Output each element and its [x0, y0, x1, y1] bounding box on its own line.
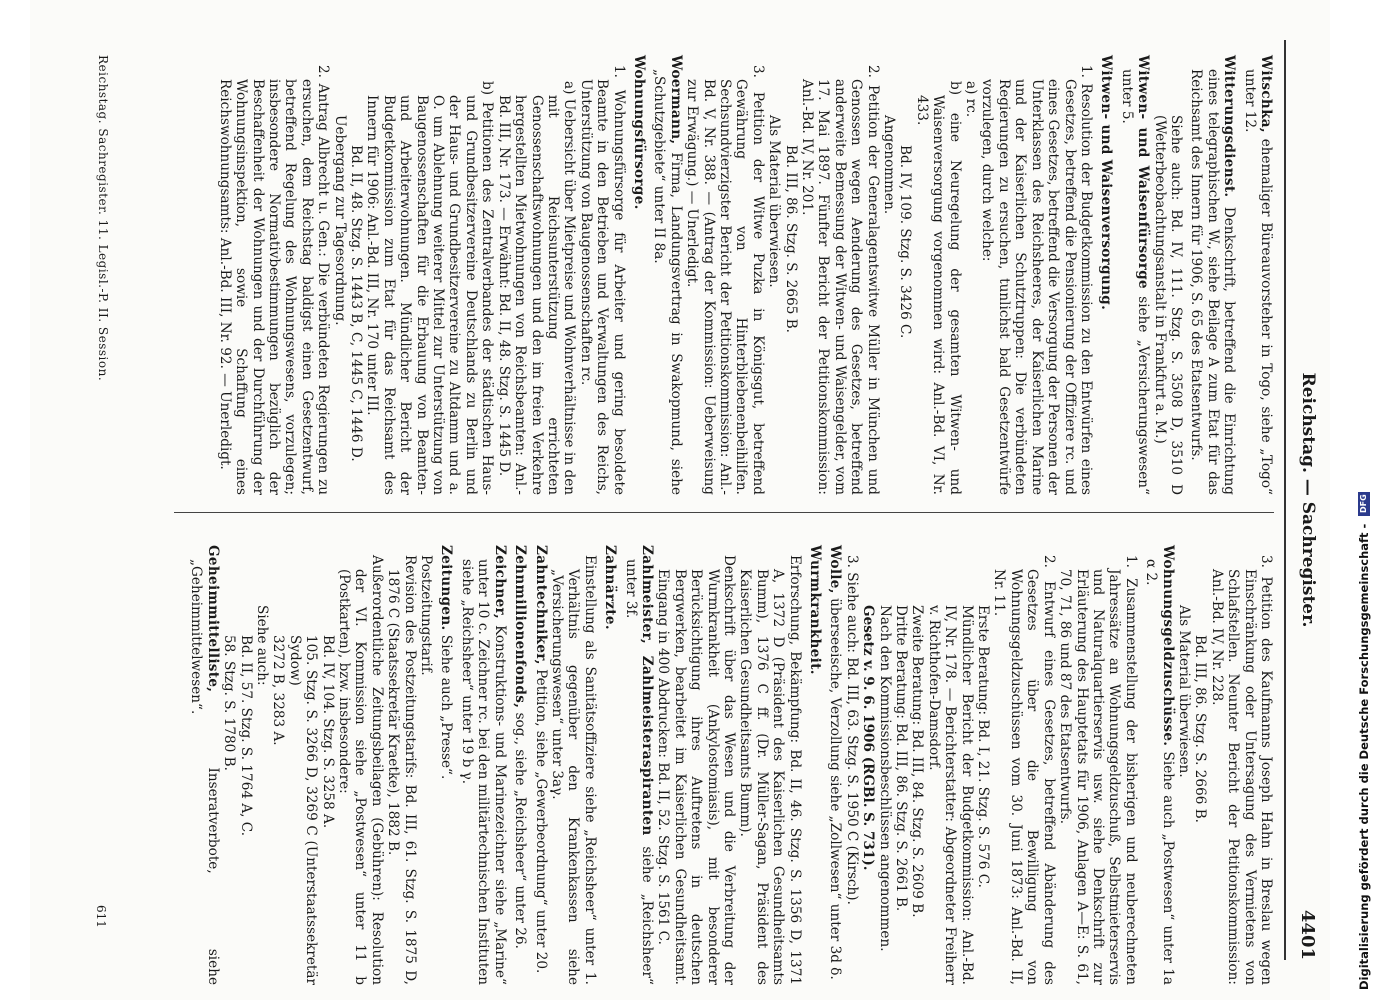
headword: Zahnärzte. — [602, 545, 619, 630]
sub-entry: a) Uebersicht über Mietpreise und Wohnverhältnisse in den mit Reichsunterstützung errichteten Genossenschaftswohnungen und den im freien Verkehre hergestellten Mietwohnungen von Reichsbeamten: Anl.-Bd. III, Nr. 173. — Erwähnt: Bd. II, 48. Stzg. S. 1445 D. — [495, 81, 578, 495]
decision: Als Material überwiesen. — [766, 115, 783, 288]
entry-text: Inseratverbote, siehe „Geheimmittelwesen“. — [188, 559, 221, 985]
sub-entry: Erforschung, Bekämpfung: Bd. II, 46. Stzg. S. 1356 D, 1371 A, 1372 D (Präsident des Kaiserlichen Gesundheitsamts Bumm), 1376 C ff. (Dr. Müller-Sagan, Präsident des Kaiserlichen Gesundheitsamts Bumm). — [737, 555, 803, 985]
reference: Dritte Beratung: Bd. III, 86. Stzg. S. 2661 B. — [893, 605, 910, 912]
headword: Zehnmillionenfonds, — [512, 545, 529, 709]
entry-text: überseeische, Verzollung siehe „Zollwesen“ unter 3d δ. — [827, 598, 844, 980]
entry-text: Konstruktions- und Marinezeichner siehe „Marine“ unter 10 c. Zeichner rc. bei den militärtechnischen Instituten siehe „Reichsheer“ unter 19 b γ. — [458, 559, 508, 985]
entry-wolle — [827, 545, 843, 985]
dfg-logo: DFG — [1358, 492, 1370, 516]
entry-zeitungen — [438, 545, 454, 985]
left-column — [216, 55, 1274, 495]
sub-entry: b) Petitionen des Zentralverbandes der städtischen Haus- und Grundbesitzervereine Deutschlands zu Berlin und der Haus- und Grundbesitzervereine zu Altdamm und a. O. um Ablehnung weiterer Mittel zur Unterstützung von Baugenossenschaften für die Erbauung von Beamten- und Arbeiterwohnungen. Mündlicher Bericht der Budgetkommission zum Etat für das Reichsamt des Innern für 1906: Anl.-Bd. III, Nr. 170 unter III. — [364, 81, 496, 495]
sub-entry: 3. Siehe auch: Bd. III, 63. Stzg. S. 1950 C (Kirsch). — [843, 555, 860, 905]
sub-entry: 1. Wohnungsfürsorge für Arbeiter und gering besoldete Beamte in den Betrieben und Verwaltungen des Reichs, Unterstützung von Baugenossenschaften rc. — [577, 65, 627, 495]
headword: Zeichner, — [491, 545, 508, 620]
decision: Als Material überwiesen. — [1175, 605, 1192, 778]
reference: 3272 B, 3283 A. — [270, 635, 287, 746]
reference: 105. Stzg. S. 3266 D, 3269 C (Unterstaatssekretär Sydow) — [286, 635, 320, 985]
sub-entry: 3. Petition der Witwe Puzka in Königsgut, betreffend Gewährung von Hinterbliebenenbeihilfen. Sechsundvierzigster Bericht der Petitionskommission: Anl.-Bd. V, Nr. 388. — (Antrag der Kommission: Ueberweisung zur Erwägung.) — Unerledigt. — [684, 65, 766, 495]
entry-wohnungsgeldzuschuesse — [1143, 545, 1176, 985]
entry-geheimmittelliste — [188, 545, 221, 985]
entry-text: Denkschrift, betreffend die Einrichtung eines telegraphischen W., siehe Beilage A zum Etat für das Reichsamt des Innern für 1906, S. 65 des Etatsentwurfs. — [1188, 69, 1238, 495]
entry-witwen-versorgung — [1098, 55, 1114, 495]
law-reference: Gesetz v. 9. 6. 1906 (RGBl. S. 731). — [860, 605, 877, 871]
credit-text: Digitalisierung gefördert durch die Deutsche Forschungsgemeinschaft - — [1357, 523, 1371, 990]
entry-text: ehemaliger Büreauvorsteher in Togo, siehe „Togo“ unter 12. — [1241, 69, 1274, 496]
footer-signature: Reichstag. Sachregister. 11. Legisl.-P. II. Session. — [96, 55, 110, 382]
sub-entry: 1. Zusammenstellung der bisherigen und neuberechneten Jahressätze an Wohnungsgeldzuschuß, Selbstmieterservis und Naturalquartierservis usw. siehe Denkschrift zur Erläuterung des Hauptetats für 1906, Anlagen A—E: S. 61, 70, 71, 86 und 87 des Etatsentwurfs. — [1057, 555, 1139, 985]
entry-text: Siehe auch: Bd. IV, 111. Stzg. S. 3508 D, 3510 D (Wetterbeobachtungsanstalt in Frankfurt a. M.) — [1151, 115, 1184, 495]
reference: 58. Stzg. S. 1780 B. — [221, 635, 238, 771]
headword: Witschka, — [1258, 55, 1274, 133]
scanned-page — [30, 0, 1330, 1000]
entry-wohnungsfuersorge — [631, 55, 647, 495]
headword: Wohnungsfürsorge. — [630, 55, 647, 210]
page-header — [1294, 40, 1318, 960]
decision: Uebergang zur Tagesordnung. — [331, 115, 348, 326]
digitization-credit — [1352, 0, 1376, 990]
headword: Wurmkrankheit. — [807, 545, 824, 675]
headword: Geheimmittelliste, — [204, 545, 221, 693]
entry-witschka — [1241, 55, 1274, 495]
right-column — [184, 545, 1274, 985]
entry-text: sog., siehe „Reichsheer“ unter 26. — [512, 712, 529, 949]
entry-zehnmillionenfonds — [512, 545, 528, 985]
reference: Bd. IV, 109. Stzg. S. 3426 C. — [897, 145, 914, 339]
headword: Zahntechniker, — [532, 545, 549, 665]
sub-entry: Außerordentliche Zeitungsbeilagen (Gebühren): Resolution der VI. Kommission siehe „Postwesen“ unter 11 b (Postkarten), bzw. insbesondere: — [336, 555, 385, 985]
headword: Wohnungsgeldzuschüsse. — [1159, 545, 1176, 747]
reference: Bd. III, 86. Stzg. S. 2665 B. — [782, 145, 799, 334]
headword: Wolle, — [827, 545, 844, 594]
headword: Zeitungen. — [438, 545, 455, 631]
entry-zahnaerzte — [602, 545, 618, 985]
reference: Zweite Beratung: Bd. III, 84. Stzg. S. 2609 B. — [909, 605, 926, 918]
sub-entry: a) rc. — [963, 81, 980, 118]
sub-entry: 3. Petition des Kaufmanns Joseph Hahn in Breslau wegen Einschränkung oder Untersagung des Vermietens von Schlafstellen. Neunter Bericht der Petitionskommission: Anl.-Bd. IV, Nr. 228. — [1208, 555, 1274, 985]
entry-text: Firma, Landungsvertrag in Swakopmund, siehe „Schutzgebiete“ unter II 8a. — [651, 69, 684, 496]
see-also: Siehe auch: — [254, 605, 271, 686]
sub-entry: Revision des Postzeitungstarifs: Bd. III, 61. Stzg. S. 1875 D, 1876 C (Staatssekretär Kraetke), 1882 B. — [385, 555, 418, 985]
entry-text: Petition, siehe „Gewerbeordnung“ unter 20. — [532, 669, 549, 974]
entry-text: siehe „Reichsheer“ unter 3f. — [622, 559, 655, 985]
sub-entry: 2. Petition der Generalagentswitwe Müller in München und Genossen wegen Aenderung des Gesetzes, betreffend anderweite Bemessung der Witwen- und Waisengelder, vom 17. Mai 1897. Fünfter Bericht der Petitionskommission: Anl.-Bd. IV, Nr. 201. — [799, 65, 881, 495]
reference: Bd. II, 48. Stzg. S. 1443 B, C, 1445 C, 1446 D. — [348, 145, 365, 462]
sub-entry: 2. Antrag Albrecht u. Gen.: Die verbündeten Regierungen zu ersuchen, dem Reichstag baldigst einen Gesetzentwurf, betreffend Regelung des Wohnungswesens, vorzulegen; insbesondere Normativbestimmungen bezüglich der Beschaffenheit der Wohnungen und der Durchführung der Wohnungsinspektion, sowie Schaffung eines Reichswohnungsamts: Anl.-Bd. III, Nr. 92. — Unerledigt. — [216, 65, 332, 495]
decision: Angenommen. — [881, 115, 898, 215]
entry-text: siehe „Versicherungswesen“ unter 5. — [1118, 69, 1152, 495]
entry-zahlmeister — [622, 545, 655, 985]
headword: Woermann, — [667, 55, 684, 145]
sub-entry: 1. Resolution der Budgetkommission zu den Entwürfen eines Gesetzes, betreffend die Pensionierung der Offiziere rc. und eines Gesetzes, betreffend die Versorgung der Personen der Unterklassen des Reichsheeres, der Kaiserlichen Marine und der Kaiserlichen Schutztruppen: Die verbündeten Regierungen zu ersuchen, tunlichst bald Gesetzentwürfe vorzulegen, durch welche: — [979, 65, 1094, 495]
entry-zeichner — [459, 545, 508, 985]
sub-entry: Postzeitungstarif. — [418, 555, 435, 676]
header-rule — [1284, 40, 1286, 960]
reference: Bd. IV, 104. Stzg. S. 3258 A. — [319, 635, 336, 829]
entry-witwen-fuersorge — [1118, 55, 1151, 495]
sub-entry: 2. Entwurf eines Gesetzes, betreffend Abänderung des Gesetzes über die Bewilligung von Wohnungsgeldzuschüssen vom 30. Juni 1873: Anl.-Bd. II, Nr. 11. — [991, 555, 1057, 985]
running-title: Reichstag. — Sachregister. — [1298, 372, 1318, 628]
entry-witterungsdienst — [1188, 55, 1237, 495]
decision: Nach den Kommissionsbeschlüssen angenommen. — [876, 605, 893, 952]
reference: Bd. III, 86. Stzg. S. 2666 B. — [1192, 635, 1209, 824]
page-number: 4401 — [1297, 909, 1318, 960]
headword: Witwen- und Waisenfürsorge — [1135, 55, 1152, 289]
sheet-number: 611 — [94, 905, 108, 928]
reference: Bd. II, 57. Stzg. S. 1764 A, C. — [237, 635, 254, 837]
entry-wurmkrankheit — [807, 545, 823, 985]
reference: Erste Beratung: Bd. I, 21. Stzg. S. 576 C. — [975, 605, 992, 888]
sub-entry: Denkschrift über das Wesen und die Verbreitung der Wurmkrankheit (Ankylostomiasis), mit besonderer Berücksichtigung ihres Auftretens in deutschen Bergwerken, bearbeitet im Kaiserlichen Gesundheitsamt. Eingang in 400 Abdrucken: Bd. II, 52. Stzg. S. 1561 C. — [655, 555, 737, 985]
column-divider — [174, 512, 1274, 513]
headword: Zahlmeister, Zahlmeisteraspiranten — [638, 545, 655, 836]
entry-zahntechniker — [532, 545, 548, 985]
entry-woermann — [651, 55, 684, 495]
entry-text: Siehe auch „Presse“. — [438, 634, 455, 780]
headword: Witwen- und Waisenversorgung. — [1098, 55, 1115, 311]
sub-entry: Einstellung als Sanitätsoffiziere siehe „Reichsheer“ unter 1. Verhältnis gegenüber den Krankenkassen siehe „Versicherungswesen“ unter 3aγ. — [548, 555, 598, 985]
entry-text: Siehe auch „Postwesen“ unter 1a α 2. — [1143, 559, 1176, 985]
sub-entry: b) eine Neuregelung der gesamten Witwen- und Waisenversorgung vorgenommen wird: Anl.-Bd. VI, Nr. 433. — [913, 81, 963, 495]
reference: Mündlicher Bericht der Budgetkommission: Anl.-Bd. IV, Nr. 178. — Berichterstatter: Abgeordneter Freiherr v. Richthofen-Damsdorf. — [925, 605, 975, 985]
headword: Witterungsdienst. — [1221, 55, 1238, 198]
